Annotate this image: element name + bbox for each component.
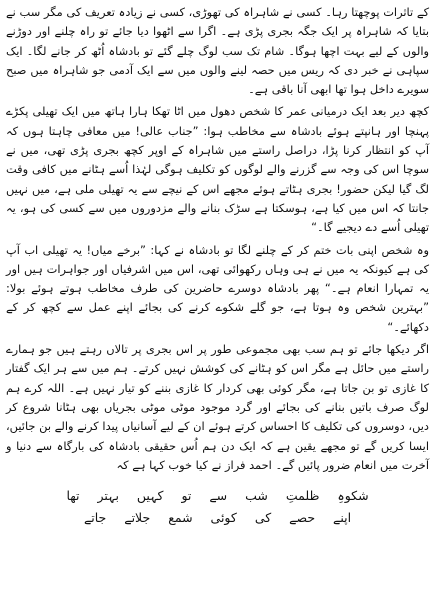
paragraph-king-reply: وہ شخص اپنی بات ختم کر کے چلنے لگا تو بادشاہ نے کہا: ”برخے میاں! یہ تھیلی اب آپ کی ہے کیونکہ یہ میں نے ہی وہاں رکھوائی تھی، اس میں اشرفیاں اور جواہرات ہیں اور یہ تمہارا انعام ہے۔“ پھر بادشاہ دوسرے حاضرین کی طرف مخاطب ہوتے ہوئے بولا: ”بہترین شخص وہ ہوتا ہے، جو گلے شکوے کرنے کی بجائے اپنے عمل سے کچھ کر کے دکھائے۔“ bbox=[6, 242, 429, 334]
verse-line-1: شکوہِ ظلمتِ شب سے تو کہیں بہتر تھا bbox=[66, 488, 369, 504]
poetry-couplet bbox=[6, 485, 429, 529]
verse-line-2: اپنے حصے کی کوئی شمع جلاتے جاتے bbox=[83, 510, 352, 526]
paragraph-story-intro: کے تاثرات پوچھتا رہا۔ کسی نے شاہراہ کی تھوڑی، کسی نے زیادہ تعریف کی مگر سب نے بتایا کہ شاہراہ پر ایک جگہ بجری پڑی ہے۔ اگرا سے اٹھوا دیا جائے تو راہ چلنے اور دوڑنے والوں کے لیے بہت اچھا ہوگا۔ شام تک سب لوگ چلے گئے تو بادشاہ اُٹھ کر جانے لگا۔ ایک سپاہی نے خبر دی کہ ریس میں حصہ لینے والوں میں سے ایک آدمی جو شاہراہ میں صبح سویرے داخل ہوا تھا ابھی آنا باقی ہے۔ bbox=[6, 5, 429, 97]
paragraph-traveler-speech: کچھ دیر بعد ایک درمیانی عمر کا شخص دھول میں اٹا تھکا ہارا ہاتھ میں ایک تھیلی پکڑے پہنچا اور ہانپتے ہوئے بادشاہ سے مخاطب ہوا: ”جناب عالی! میں معافی چاہتا ہوں کہ آپ کو انتظار کرنا پڑا، دراصل راستے میں شاہراہ کے اوپر کچھ بجری پڑی تھی، میں نے سوچا اس کی وجہ سے گزرنے والے لوگوں کو تکلیف ہوگی لہٰذا اُسے ہٹانے میں کافی وقت لگ گیا لیکن حضور! بجری ہٹاتے ہوئے مجھے اس کے نیچے سے یہ تھیلی ملی ہے، میں نہیں جانتا کہ اس میں کیا ہے، ہوسکتا ہے سڑک بنانے والے مزدوروں میں سے کسی کی ہو، یہ تھیلی اُسے دے دیجیے گا۔“ bbox=[6, 104, 429, 235]
paragraph-moral: اگر دیکھا جائے تو ہم سب بھی مجموعی طور پر اس بجری پر تالاں رہتے ہیں جو ہمارے راستے میں حائل ہے مگر اس کو ہٹانے کی کوشش نہیں کرتے۔ ہم میں سے ہر ایک گفتار کا غازی تو بن جاتا ہے، مگر کوئی بھی کردار کا غازی بننے کو تیار نہیں ہے۔ اللہ کرے ہم لوگ صرف باتیں بنانے کی بجائے اور گرد موجود موٹی موٹی بجریاں بھی ہٹانا شروع کر دیں، دوسروں کی تکلیف کا احساس کرتے ہوئے ان کے لیے آسانیاں پیدا کرنے والے بن جائیں، ایسا کریں گے تو مجھے یقین ہے کہ ایک دن ہم اُس حقیقی بادشاہ کی بارگاہ سے دنیا و آخرت میں انعام ضرور پائیں گے۔ احمد فراز نے کیا خوب کہا ہے کہ bbox=[6, 342, 429, 472]
